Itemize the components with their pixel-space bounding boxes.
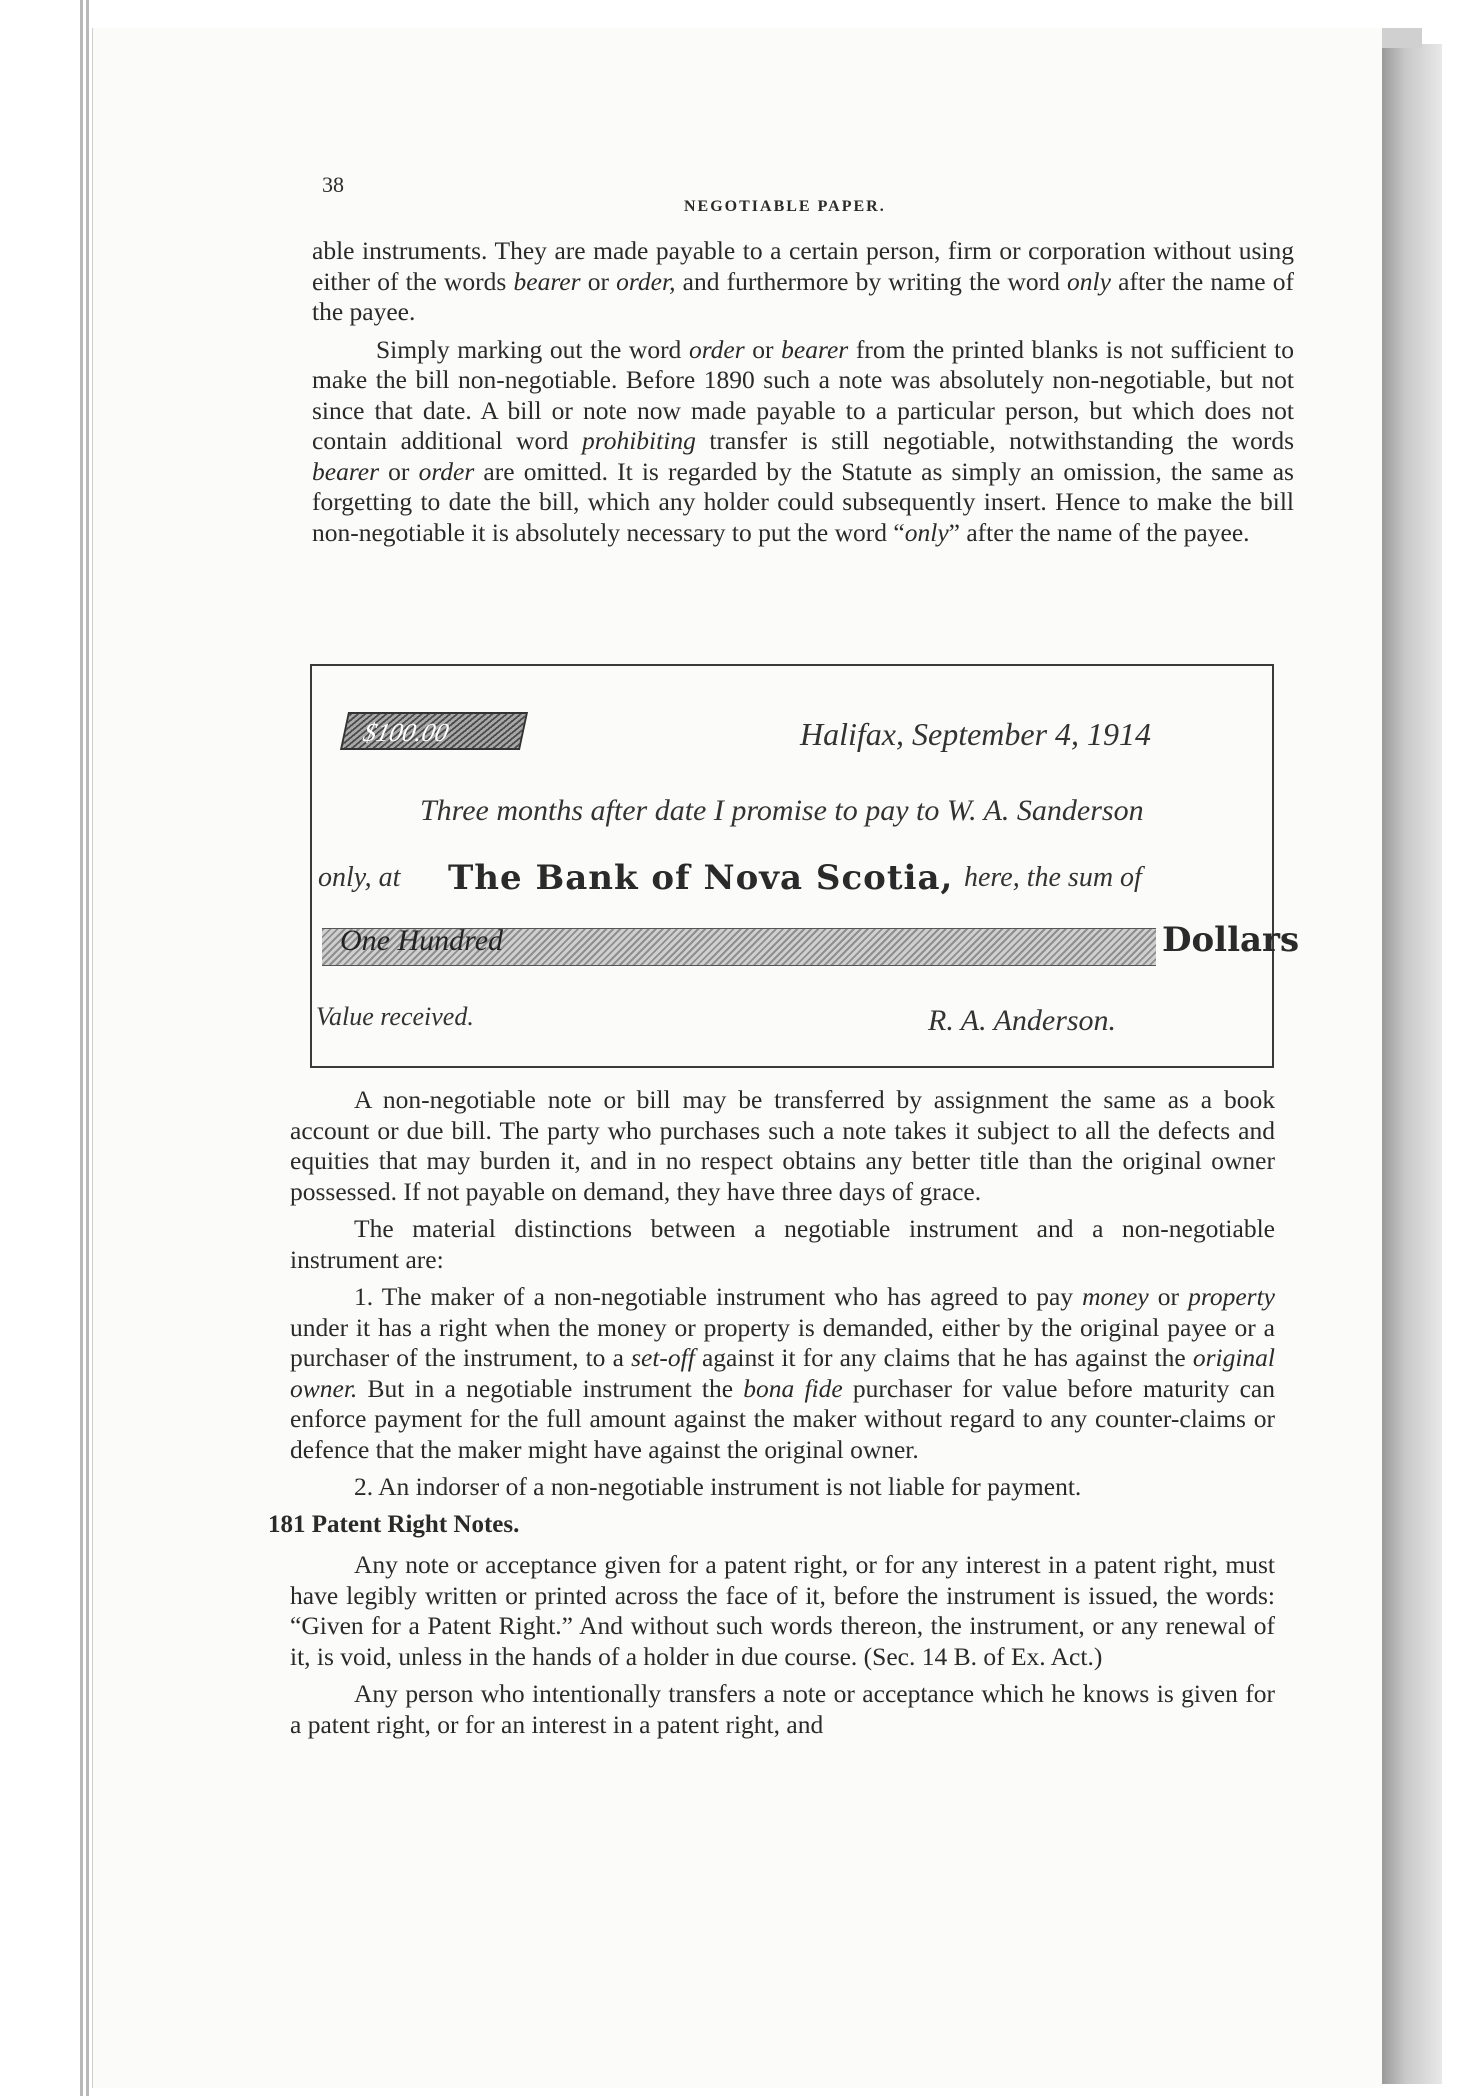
list-item-2: 2. An indorser of a non-negotiable instrument is not liable for payment. [354, 1472, 1082, 1501]
paragraph-5: Any note or acceptance given for a patent right, or for any interest in a patent right, must have legibly written or printed across the face of it, before the instrument is issued, the words: “Given for a Patent Right.” And without such words thereon, the instrument, or any renewal of it, is void, unless in the hands of a holder in due course. (Sec. 14 B. of Ex. Act.) [290, 1550, 1275, 1671]
page-shadow-top [1382, 28, 1422, 48]
section-heading: 181 Patent Right Notes. [268, 1510, 520, 1538]
list-item-1: 1. The maker of a non-negotiable instrument who has agreed to pay money or property under it has a right when the money or property is demanded, either by the original payee or a purchaser of the instrument, to a set-off against it for any claims that he has against the original owner. But in a negotiable instrument the bona fide purchaser for value before maturity can enforce payment for the full amount against the maker without regard to any counter-claims or defence that the maker might have against the original owner. [290, 1282, 1275, 1464]
note-bank-name: The Bank of Nova Scotia, [448, 858, 954, 898]
body-text-bottom [268, 1085, 1275, 1747]
note-dollars-word: Dollars [1162, 920, 1300, 960]
page-edge [80, 0, 83, 2096]
paragraph-3: A non-negotiable note or bill may be transferred by assignment the same as a book account or due bill. The party who purchases such a note takes it subject to all the defects and equities that may burden it, and in no respect obtains any better title than the original owner possessed. If not payable on demand, they have three days of grace. [290, 1085, 1275, 1206]
running-head: NEGOTIABLE PAPER. [684, 198, 886, 215]
note-signature: R. A. Anderson. [928, 1004, 1117, 1037]
page-number: 38 [322, 172, 344, 197]
note-value-received: Value received. [316, 1002, 474, 1031]
body-text-top [312, 236, 1294, 555]
note-place-date: Halifax, September 4, 1914 [800, 716, 1152, 752]
note-line-1: Three months after date I promise to pay to W. A. Sanderson [420, 794, 1144, 827]
promissory-note [310, 664, 1300, 1068]
page-edge [86, 0, 89, 2096]
paragraph-4: The material distinctions between a negotiable instrument and a non-negotiable instrument are: [290, 1214, 1275, 1274]
note-written-amount: One Hundred [340, 924, 504, 957]
paragraph-1: able instruments. They are made payable to a certain person, firm or corporation without using either of the words bearer or order, and furthermore by writing the word only after the name of the payee. [312, 236, 1295, 326]
paragraph-2: Simply marking out the word order or bearer from the printed blanks is not sufficient to make the bill non-negotiable. Before 1890 such a note was absolutely non-negotiable, but not since that date. A bill or note now made payable to a particular person, but which does not contain additional word prohibiting transfer is still negotiable, notwithstanding the words bearer or order are omitted. It is regarded by the Statute as simply an omission, the same as forgetting to date the bill, which any holder could subsequently insert. Hence to make the bill non-negotiable it is absolutely necessary to put the word “only” after the name of the payee. [312, 334, 1295, 547]
note-amount-box: $100.00 [340, 712, 528, 750]
note-line-2-end: here, the sum of [964, 862, 1142, 893]
note-line-2-start: only, at [318, 862, 401, 893]
paragraph-6: Any person who intentionally transfers a note or acceptance which he knows is given for a patent right, or for an interest in a patent right, and [290, 1679, 1275, 1739]
page-shadow [1382, 44, 1442, 2084]
